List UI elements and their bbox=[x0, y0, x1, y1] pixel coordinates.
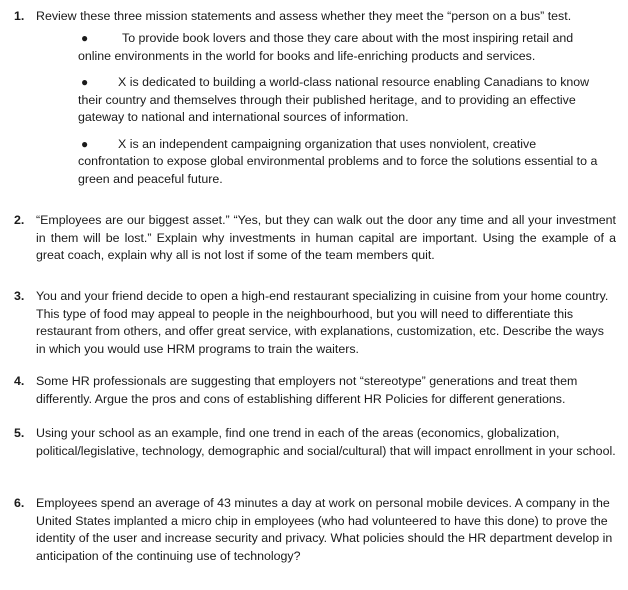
question-number: 6. bbox=[14, 496, 25, 510]
mission-statement-text: X is dedicated to building a world-class national resource enabling Canadians to know their country and themselves through their published heritage, and to providing an effective gateway to national and international sources of information. bbox=[78, 75, 590, 124]
question-number: 1. bbox=[14, 9, 25, 23]
question-5 bbox=[14, 425, 614, 460]
question-text: Review these three mission statements and assess whether they meet the “person on a bus” test. bbox=[36, 9, 572, 23]
question-text: Employees spend an average of 43 minutes a day at work on personal mobile devices. A company in the United States implanted a micro chip in employees (who had volunteered to have this done) to prove the identity of the user and increase security and privacy. What policies should the HR department develop in anticipation of the continuing use of technology? bbox=[36, 496, 613, 563]
bullet-icon: ● bbox=[81, 31, 89, 45]
question-2 bbox=[14, 212, 614, 265]
mission-statement-list bbox=[78, 30, 608, 197]
question-text: Some HR professionals are suggesting that employers not “stereotype” generations and treat them differently. Argue the pros and cons of establishing different HR Policies for different generations. bbox=[36, 374, 578, 406]
question-text: You and your friend decide to open a high-end restaurant specializing in cuisine from your home country. This type of food may appeal to people in the neighbourhood, but you will need to differentiate this restaurant from others, and offer great service, with explanations, customization, etc. Describe the ways in which you would use HRM programs to train the waiters. bbox=[36, 289, 609, 356]
question-text: “Employees are our biggest asset.” “Yes, but they can walk out the door any time and all your investment in them will be lost.” Explain why investments in human capital are important. Using the example of a great coach, explain why all is not lost if some of the team members quit. bbox=[36, 213, 616, 262]
question-6 bbox=[14, 495, 614, 565]
list-item bbox=[78, 30, 608, 65]
question-4 bbox=[14, 373, 614, 408]
list-item bbox=[78, 74, 608, 127]
question-number: 2. bbox=[14, 213, 25, 227]
list-item bbox=[78, 136, 608, 189]
question-number: 5. bbox=[14, 426, 25, 440]
question-number: 4. bbox=[14, 374, 25, 388]
question-1 bbox=[14, 8, 614, 26]
bullet-icon: ● bbox=[81, 136, 89, 151]
mission-statement-text: To provide book lovers and those they care about with the most inspiring retail and online environments in the world for books and life-enriching products and services. bbox=[78, 31, 574, 63]
mission-statement-text: X is an independent campaigning organization that uses nonviolent, creative confrontation to expose global environmental problems and to force the solutions essential to a green and peaceful future. bbox=[78, 136, 598, 186]
question-number: 3. bbox=[14, 289, 25, 303]
question-text: Using your school as an example, find one trend in each of the areas (economics, globalization, political/legislative, technology, demographic and social/cultural) that will impact enrollment in your school. bbox=[36, 426, 616, 458]
question-3 bbox=[14, 288, 614, 358]
bullet-icon: ● bbox=[81, 75, 89, 89]
